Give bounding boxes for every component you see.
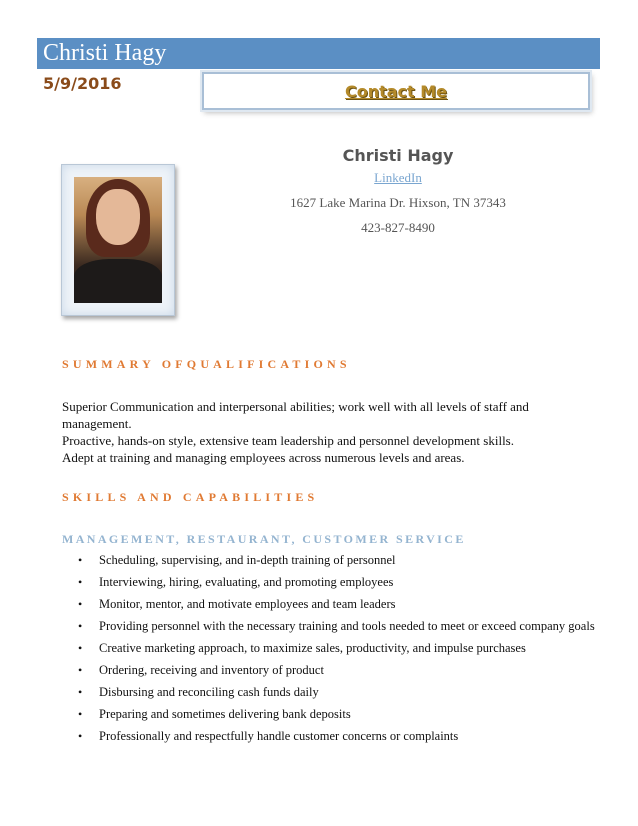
list-item: • Providing personnel with the necessary training and tools needed to meet or exceed company goals <box>76 618 596 634</box>
skills-heading: SKILLS AND CAPABILITIES <box>62 490 319 504</box>
list-item: • Interviewing, hiring, evaluating, and promoting employees <box>76 574 596 590</box>
list-item: • Creative marketing approach, to maximize sales, productivity, and impulse purchases <box>76 640 596 656</box>
summary-line: Superior Communication and interpersonal abilities; work well with all levels of staff and management. <box>62 399 529 431</box>
list-item: • Ordering, receiving and inventory of product <box>76 662 596 678</box>
profile-photo <box>74 177 162 303</box>
resume-date: 5/9/2016 <box>43 74 122 93</box>
profile-photo-frame <box>61 164 175 316</box>
skills-subheading: MANAGEMENT, RESTAURANT, CUSTOMER SERVICE <box>62 532 466 546</box>
list-item: • Scheduling, supervising, and in-depth training of personnel <box>76 552 596 568</box>
summary-heading: SUMMARY OFQUALIFICATIONS <box>62 357 351 371</box>
contact-phone: 423-827-8490 <box>361 220 435 235</box>
linkedin-link[interactable]: LinkedIn <box>374 170 422 185</box>
summary-line: Proactive, hands-on style, extensive team leadership and personnel development skills. <box>62 433 514 448</box>
list-item: • Monitor, mentor, and motivate employees and team leaders <box>76 596 596 612</box>
list-item: • Professionally and respectfully handle customer concerns or complaints <box>76 728 596 744</box>
list-item: • Preparing and sometimes delivering bank deposits <box>76 706 596 722</box>
contact-address: 1627 Lake Marina Dr. Hixson, TN 37343 <box>290 195 506 210</box>
list-item: • Disbursing and reconciling cash funds daily <box>76 684 596 700</box>
contact-me-button[interactable] <box>202 72 590 110</box>
skills-list <box>76 552 596 750</box>
summary-text <box>62 398 582 466</box>
contact-me-label: Contact Me <box>344 81 448 101</box>
contact-name: Christi Hagy <box>342 146 454 165</box>
name-banner: Christi Hagy <box>37 38 600 69</box>
summary-line: Adept at training and managing employees across numerous levels and areas. <box>62 450 465 465</box>
